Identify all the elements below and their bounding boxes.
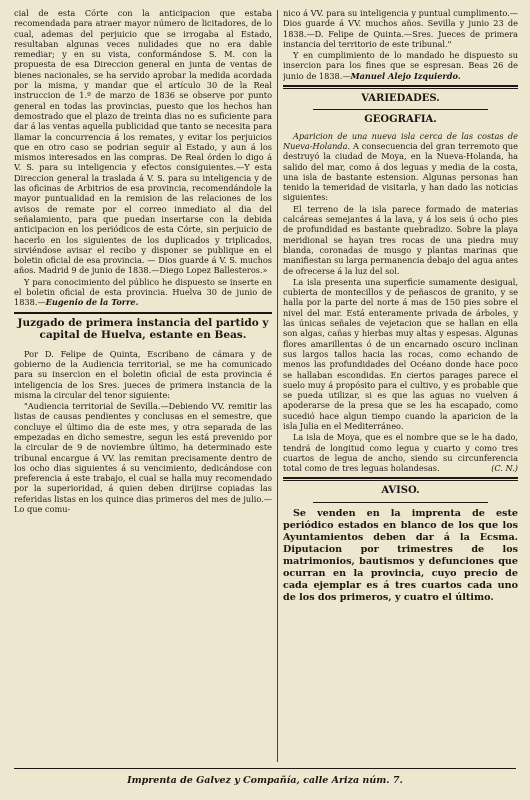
section-divider xyxy=(283,85,518,89)
aviso-subdivider xyxy=(313,502,488,503)
circular-continuation: nico á VV. para su inteligencia y puntual cumplimento.—Dios guarde á VV. muchos años. Sevilla y junio 23 de 1838.—D. Felipe de Quinta.—Sres. Jueces de primera instancia del territorio de este tribunal." xyxy=(283,8,518,49)
section-title-variedades: VARIEDADES. xyxy=(361,93,440,105)
article-royal-order-continuation: cial de esta Córte con la anticipacion que estaba recomendada para atraer mayor número de licitadores, de lo cual, ademas del perjuicio que se irrogaba al Estado, resultaban algunas veces nulidades que no era dable remediar; y en su vista, conformándose S. M. con la propuesta de esa Direccion general en junta de ventas de bienes nacionales, se ha servido aprobar la medida acordada por la misma, y mandar que el artículo 30 de la Real instruccion de 1.º de marzo de 1836 se observe por punto general en todas las provincias, puesto que los hechos han demostrado que el plazo de treinta dias no es suficiente para dar á las ventas aquella publicidad que tanto se necesita para llamar la concurrencia á los remates, y evitar los perjuicios que en otro caso se podrian seguir al Estado, y aun á los mismos interesados en las compras. De Real órden lo digo á V. S. para su inteligencia y efectos consiguientes.—Y esta Direccion general la traslada á V. S. para su inteligencia y de las oficinas de Arbitrios de esa provincia, recomendándole la mayor puntualidad en la remision de las relaciones de los avisos de remate por el correo inmediato al dia del señalamiento, para que puedan insertarse con la debida anticipacion en los periódicos de esta Córte, sin perjuicio de hacerlo en los siguientes de los duplicados y triplicados, sirviéndose avisar el recibo y disponer se publique en el boletin oficial de esa provincia. — Dios guarde á V. S. muchos años. Madrid 9 de junio de 1838.—Diego Lopez Ballesteros.» xyxy=(14,8,272,276)
insertion-notice xyxy=(283,50,518,81)
subsection-divider xyxy=(313,109,488,110)
subsection-title-geografia: GEOGRAFIA. xyxy=(364,114,437,126)
insertion-notice-text: Y en cumplimiento de lo mandado he dispuesto su insercion para los fines que se espresan. Beas 26 de junio de 1838.— xyxy=(283,50,518,81)
section-title-juzgado: Juzgado de primera instancia del partido y capital de Huelva, estante en Beas. xyxy=(14,312,272,345)
article-audiencia-circular: "Audiencia territorial de Sevilla.—Debiendo VV. remitir las listas de causas pendientes y conclusas en el semestre, que concluye el último dia de este mes, y otra separada de las empezadas en dicho semestre, segun les está prevenido por la circular de 9 de noviembre último, ha determinado este tribunal encargue á VV. las remitan precisamente dentro de los ocho dias siguientes á su vencimiento, dedicándose con preferencia á este trabajo, el cual se halla muy recomendado por la superioridad, á quien deben dirijirse copiadas las referidas listas en los quince dias primeros del mes de julio.—Lo que comu- xyxy=(14,401,272,515)
geography-dimensions-text: La isla de Moya, que es el nombre que se le ha dado, tendrá de longitud como legua y cuarto y como tres cuartos de legua de ancho, siendo su circunferencia total como de tres leguas holandesas. xyxy=(283,432,518,474)
geography-dimensions xyxy=(283,432,518,473)
source-tag: (C. N.) xyxy=(491,463,518,474)
aviso-title: AVISO. xyxy=(381,485,420,497)
footer-rule xyxy=(14,768,516,769)
publication-notice-text: Y para conocimiento del público he dispuesto se inserte en el boletin oficial de esta provincia. Huelva 30 de junio de 1838.— xyxy=(14,276,272,308)
article-quinta-intro: Por D. Felipe de Quinta, Escribano de cámara y de gobierno de la Audiencia territorial, se me ha comunicado para su insercion en el boletin oficial de esta provincia é inteligencia de los Sres. jueces de primera instancia de la misma la circular del tenor siguiente: xyxy=(14,348,272,400)
printer-imprint: Imprenta de Galvez y Compañía, calle Ariza núm. 7. xyxy=(127,775,403,786)
aviso-text: Se venden en la imprenta de este periódico estados en blanco de los que los Ayuntamientos deben dar á la Ecsma. Diputacion por trimestres de los matrimonios, bautismos y defunciones que ocurran en la provincia, cuyo precio de cada ejemplar es á tres cuartos cada uno de los dos primeros, y cuatro el último. xyxy=(283,507,518,603)
geography-headline: Aparicion de una nueva isla cerca de las costas de Nueva-Holanda. xyxy=(283,130,518,151)
left-column xyxy=(14,8,272,763)
geography-surface: La isla presenta una superficie sumamente desigual, cubierta de montecillos y de peñascos de granito, y se halla por la parte del norte á mas de 150 pies sobre el nivel del mar. Está enteramente privada de árboles, y las únicas señales de vejetacion que se hallan en ella son algas, cañas y hierbas muy altas y espesas. Algunas flores amarillentas ó de un encarnado oscuro inclinan sus largos tallos hacia las rocas, como echando de menos las profundidades del Océano donde hace poco se hallaban escondidas. En ciertos parages parece el suelo muy á propósito para el cultivo, y es probable que se pueda utilizar, si es que las aguas no vuelven á apoderarse de la presa que se les ha escapado, como sucedió hace algun tiempo cuando la aparicion de la isla Julia en el Mediterráneo. xyxy=(283,276,518,431)
signature-eugenio: Eugenio de la Torre. xyxy=(45,297,139,308)
column-divider xyxy=(277,10,278,762)
aviso-divider xyxy=(283,477,518,481)
geography-intro-text: A consecuencia del gran terremoto que destruyó la ciudad de Moya, en la Nueva-Holanda, ha salido del mar, como á dos leguas y media de la costa, una isla de bastante estension. Algunas personas han tenido la temeridad de visitarla, y han dado las noticias siguientes: xyxy=(283,140,518,203)
geography-terrain: El terreno de la isla parece formado de materias calcáreas semejantes á la lava, y á los seis ú ocho pies de profundidad es bastante quebradizo. Sobre la playa meridional se hayan tres rocas de una piedra muy blanda, coronadas de musgo y plantas marinas que manifiestan su larga permanencia debajo del agua antes de ofrecerse á la luz del sol. xyxy=(283,203,518,276)
signature-izquierdo: Manuel Alejo Izquierdo. xyxy=(350,70,461,81)
right-column xyxy=(283,8,518,763)
publication-notice xyxy=(14,277,272,308)
geography-intro xyxy=(283,131,518,203)
